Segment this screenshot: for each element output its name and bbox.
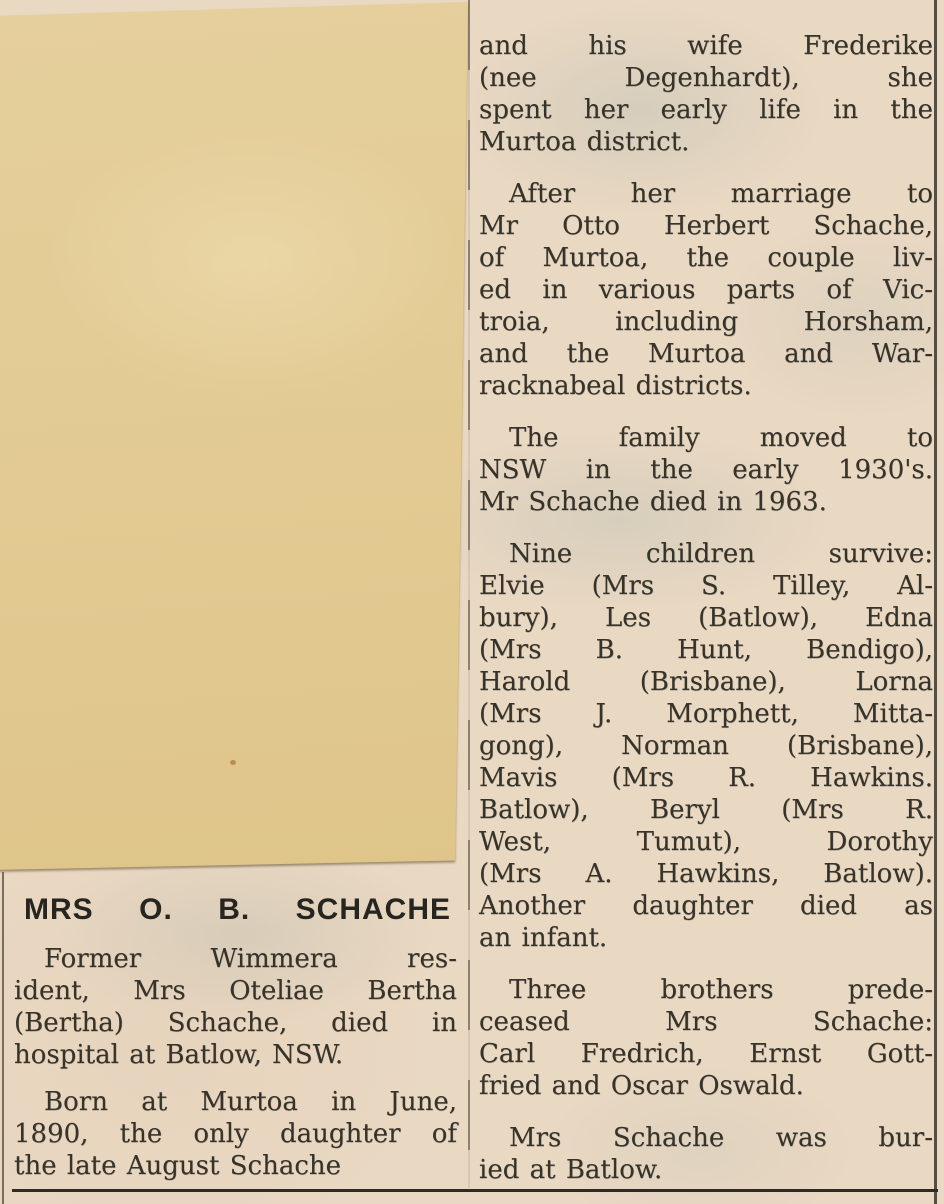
text-line: troia, including Horsham, xyxy=(479,307,933,337)
text-line: the late August Schache xyxy=(14,1151,342,1181)
text-line: The family moved to xyxy=(509,423,933,453)
paragraph xyxy=(479,30,933,158)
text-line: ceased Mrs Schache: xyxy=(479,1007,933,1037)
paragraph xyxy=(14,943,457,1071)
left-column-text xyxy=(14,943,457,1182)
right-edge-line xyxy=(934,0,937,1204)
column-divider-line xyxy=(468,0,470,1188)
text-line: Harold (Brisbane), Lorna xyxy=(479,667,933,697)
text-line: (nee Degenhardt), she xyxy=(479,63,933,93)
text-line: Former Wimmera res- xyxy=(44,944,457,974)
headline: MRS O. B. SCHACHE xyxy=(24,893,451,926)
text-line: ident, Mrs Oteliae Bertha xyxy=(14,976,457,1006)
text-line: Nine children survive: xyxy=(509,539,933,569)
left-edge-line xyxy=(2,872,4,1204)
text-line: bury), Les (Batlow), Edna xyxy=(479,603,933,633)
text-line: gong), Norman (Brisbane), xyxy=(479,731,933,761)
text-line: After her marriage to xyxy=(509,179,933,209)
text-line: Mr Otto Herbert Schache, xyxy=(479,211,933,241)
text-line: Murtoa district. xyxy=(479,127,690,157)
paper-speck xyxy=(230,760,236,765)
text-line: and the Murtoa and War- xyxy=(479,339,933,369)
text-line: and his wife Frederike xyxy=(479,31,933,61)
text-line: 1890, the only daughter of xyxy=(14,1119,457,1149)
right-column-text xyxy=(479,30,933,1186)
text-line: (Mrs B. Hunt, Bendigo), xyxy=(479,635,933,665)
text-line: Mrs Schache was bur- xyxy=(509,1123,933,1153)
text-line: Three brothers prede- xyxy=(509,975,933,1005)
text-line: NSW in the early 1930's. xyxy=(479,455,933,485)
text-line: racknabeal districts. xyxy=(479,371,752,401)
text-line: Carl Fredrich, Ernst Gott- xyxy=(479,1039,933,1069)
paragraph xyxy=(479,538,933,954)
text-line: Elvie (Mrs S. Tilley, Al- xyxy=(479,571,933,601)
left-column xyxy=(14,893,457,1197)
blank-paper-overlay xyxy=(0,2,468,870)
paragraph xyxy=(14,1086,457,1182)
text-line: ed in various parts of Vic- xyxy=(479,275,933,305)
text-line: Another daughter died as xyxy=(479,891,933,921)
bottom-rule xyxy=(12,1189,938,1192)
text-line: an infant. xyxy=(479,923,608,953)
text-line: Mr Schache died in 1963. xyxy=(479,487,827,517)
text-line: hospital at Batlow, NSW. xyxy=(14,1040,344,1070)
text-line: Born at Murtoa in June, xyxy=(44,1087,457,1117)
paragraph xyxy=(479,1122,933,1186)
text-line: (Bertha) Schache, died in xyxy=(14,1008,457,1038)
paragraph xyxy=(479,422,933,518)
text-line: ied at Batlow. xyxy=(479,1155,663,1185)
text-line: of Murtoa, the couple liv- xyxy=(479,243,933,273)
paragraph xyxy=(479,974,933,1102)
text-line: spent her early life in the xyxy=(479,95,933,125)
text-line: fried and Oscar Oswald. xyxy=(479,1071,804,1101)
text-line: (Mrs J. Morphett, Mitta- xyxy=(479,699,933,729)
paragraph xyxy=(479,178,933,402)
text-line: Mavis (Mrs R. Hawkins. xyxy=(479,763,933,793)
text-line: Batlow), Beryl (Mrs R. xyxy=(479,795,933,825)
text-line: West, Tumut), Dorothy xyxy=(479,827,933,857)
text-line: (Mrs A. Hawkins, Batlow). xyxy=(479,859,933,889)
blank-paper xyxy=(0,2,468,870)
right-column xyxy=(479,30,933,1204)
